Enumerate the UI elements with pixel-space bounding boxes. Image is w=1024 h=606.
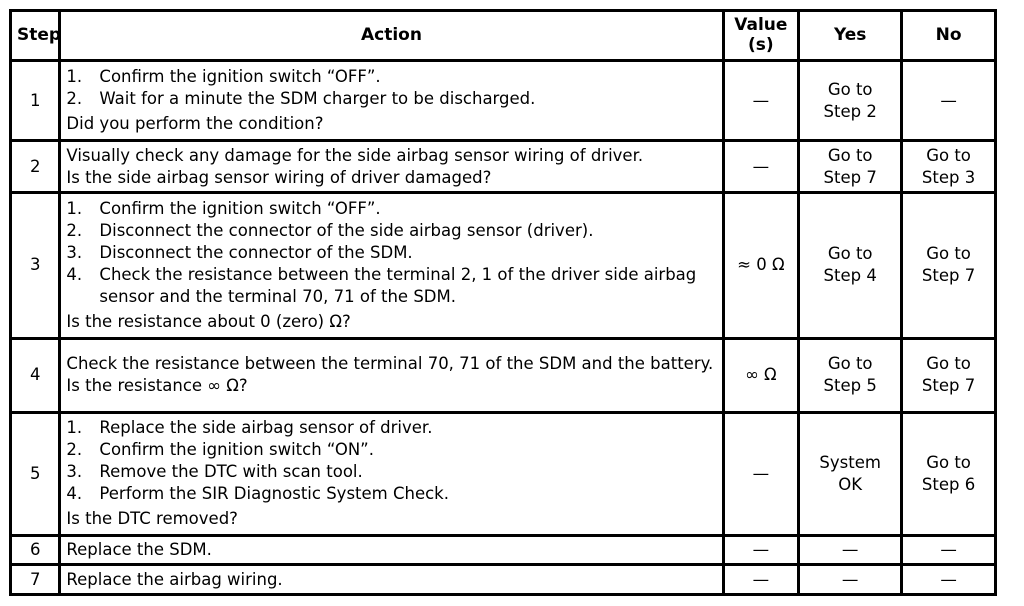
action-item [66, 461, 716, 483]
header-step: Step [12, 12, 58, 59]
table-row [12, 62, 994, 139]
no-cell: Go to Step 6 [903, 414, 994, 534]
header-value: Value (s) [725, 12, 798, 59]
yes-cell: Go to Step 4 [800, 194, 900, 337]
action-list [66, 198, 716, 308]
table-row [12, 414, 994, 534]
value-cell: ≈ 0 Ω [725, 194, 798, 337]
action-cell [61, 414, 721, 534]
header-row [12, 12, 994, 59]
step-number: 3 [12, 194, 58, 337]
action-item [66, 220, 716, 242]
action-cell [61, 537, 721, 563]
action-item-number: 4. [66, 484, 83, 504]
yes-cell: Go to Step 5 [800, 340, 900, 411]
action-item-text: Wait for a minute the SDM charger to be discharged. [99, 89, 536, 109]
action-item-text: Remove the DTC with scan tool. [99, 462, 363, 482]
step-number: 7 [12, 566, 58, 593]
action-item-number: 2. [66, 220, 83, 240]
action-item-number: 1. [66, 418, 83, 438]
action-question: Is the resistance about 0 (zero) Ω? [66, 311, 351, 331]
action-item-text: Confirm the ignition switch “OFF”. [99, 198, 381, 218]
table-row [12, 194, 994, 337]
action-item-number: 1. [66, 198, 83, 218]
action-item [66, 88, 716, 110]
action-item [66, 242, 716, 264]
action-question: Did you perform the condition? [66, 114, 324, 134]
action-cell [61, 340, 721, 411]
action-question: Is the side airbag sensor wiring of driver damaged? [66, 167, 492, 187]
header-yes: Yes [800, 12, 900, 59]
action-item [66, 264, 716, 308]
header-no: No [903, 12, 994, 59]
action-text: Check the resistance between the terminal 70, 71 of the SDM and the battery. [66, 354, 714, 374]
action-text: Visually check any damage for the side airbag sensor wiring of driver. [66, 145, 644, 165]
action-question: Is the DTC removed? [66, 509, 238, 529]
table-row [12, 537, 994, 563]
value-cell: ∞ Ω [725, 340, 798, 411]
action-cell [61, 142, 721, 191]
value-cell: — [725, 142, 798, 191]
diagnostic-table [9, 9, 997, 596]
no-cell: Go to Step 7 [903, 194, 994, 337]
action-item-number: 3. [66, 242, 83, 262]
step-number: 4 [12, 340, 58, 411]
action-item [66, 66, 716, 88]
diagnostic-table-container [9, 9, 997, 596]
action-item-number: 4. [66, 264, 83, 284]
yes-cell: System OK [800, 414, 900, 534]
step-number: 2 [12, 142, 58, 191]
action-question: Is the resistance ∞ Ω? [66, 376, 248, 396]
value-cell: — [725, 62, 798, 139]
action-item [66, 417, 716, 439]
action-item-number: 2. [66, 440, 83, 460]
action-item-text: Confirm the ignition switch “OFF”. [99, 67, 381, 87]
no-cell: — [903, 62, 994, 139]
step-number: 6 [12, 537, 58, 563]
yes-cell: — [800, 537, 900, 563]
action-list [66, 417, 716, 505]
action-item-number: 2. [66, 89, 83, 109]
table-row [12, 142, 994, 191]
action-item-number: 3. [66, 462, 83, 482]
yes-cell: — [800, 566, 900, 593]
action-item-text: Check the resistance between the terminal 2, 1 of the driver side airbag sensor and the terminal 70, 71 of the SDM. [99, 264, 697, 306]
no-cell: Go to Step 3 [903, 142, 994, 191]
value-cell: — [725, 566, 798, 593]
action-list [66, 66, 716, 110]
action-item-text: Perform the SIR Diagnostic System Check. [99, 484, 449, 504]
yes-cell: Go to Step 2 [800, 62, 900, 139]
table-row [12, 566, 994, 593]
no-cell: Go to Step 7 [903, 340, 994, 411]
action-cell [61, 566, 721, 593]
value-cell: — [725, 414, 798, 534]
value-cell: — [725, 537, 798, 563]
action-item-text: Disconnect the connector of the side airbag sensor (driver). [99, 220, 594, 240]
action-item-number: 1. [66, 67, 83, 87]
action-item [66, 483, 716, 505]
step-number: 1 [12, 62, 58, 139]
yes-cell: Go to Step 7 [800, 142, 900, 191]
action-cell [61, 62, 721, 139]
no-cell: — [903, 566, 994, 593]
action-item-text: Confirm the ignition switch “ON”. [99, 440, 374, 460]
action-item [66, 198, 716, 220]
step-number: 5 [12, 414, 58, 534]
action-item-text: Disconnect the connector of the SDM. [99, 242, 413, 262]
action-cell [61, 194, 721, 337]
no-cell: — [903, 537, 994, 563]
action-text: Replace the airbag wiring. [66, 569, 283, 589]
action-item-text: Replace the side airbag sensor of driver. [99, 418, 433, 438]
action-text: Replace the SDM. [66, 540, 212, 560]
header-action: Action [61, 12, 721, 59]
action-item [66, 439, 716, 461]
table-row [12, 340, 994, 411]
